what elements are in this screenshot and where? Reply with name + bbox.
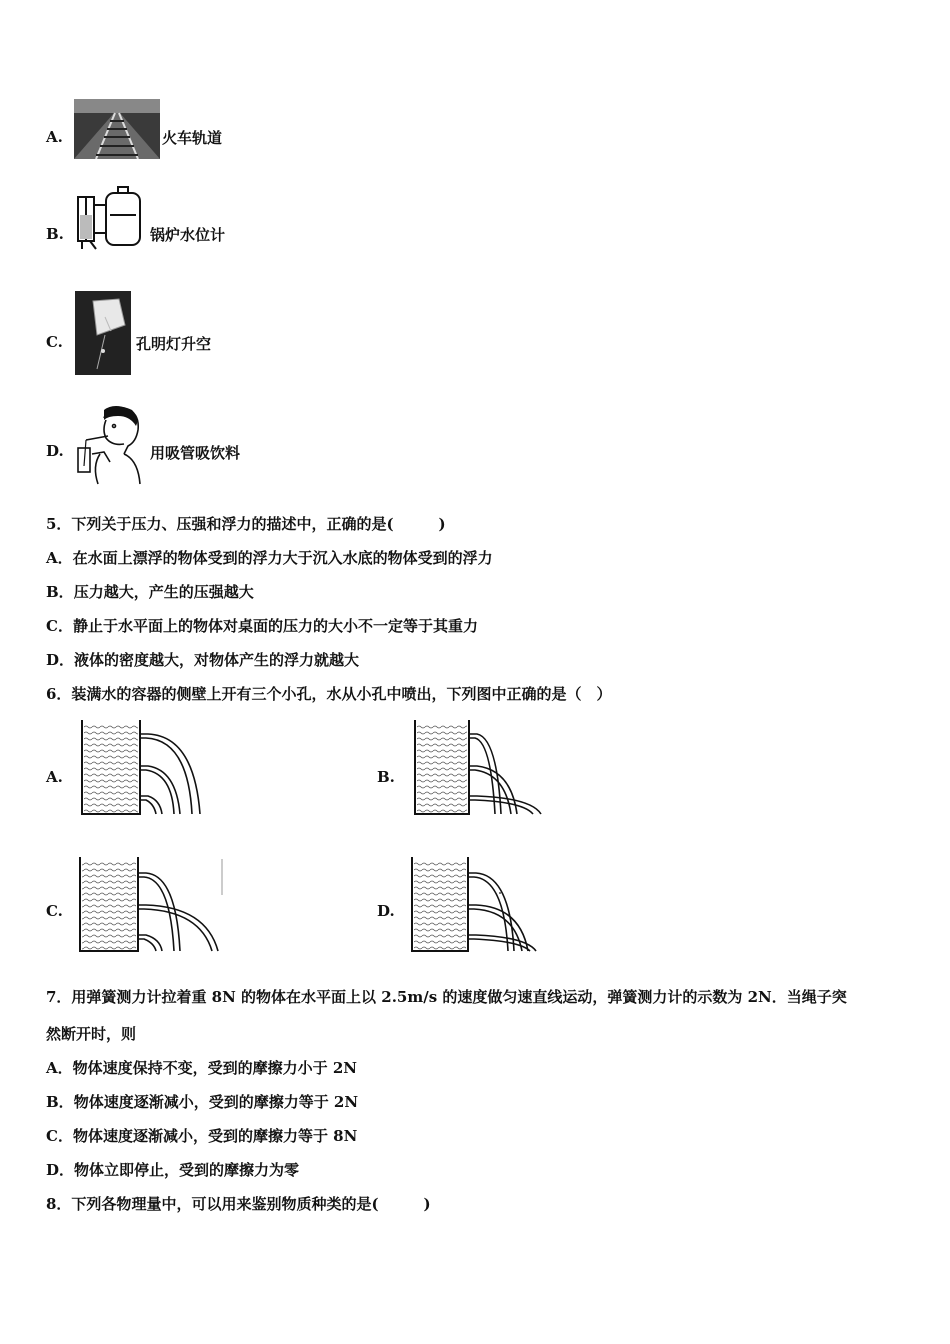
q5-option-c bbox=[46, 615, 478, 636]
option-text: 在水面上漂浮的物体受到的浮力大于沉入水底的物体受到的浮力 bbox=[72, 549, 493, 567]
q6-figure-c-letter: C. bbox=[46, 902, 63, 920]
q4-option-d-caption: 用吸管吸饮料 bbox=[150, 444, 241, 462]
q5-stem: 5．下列关于压力、压强和浮力的描述中，正确的是( ) bbox=[46, 515, 446, 533]
boiler-water-gauge-image bbox=[72, 185, 144, 251]
q7-stem-line1: 7．用弹簧测力计拉着重 8N 的物体在水平面上以 2.5m/s 的速度做匀速直线运动，弹簧测力计的示数为 2N．当绳子突 bbox=[46, 988, 847, 1006]
q4-option-a-letter: A. bbox=[46, 128, 63, 146]
option-text: 物体速度保持不变，受到的摩擦力小于 2N bbox=[72, 1059, 358, 1077]
option-letter: D． bbox=[46, 1161, 75, 1179]
q4-option-b-letter: B. bbox=[46, 225, 64, 243]
container-jets-d bbox=[406, 855, 546, 955]
option-text: 物体速度逐渐减小，受到的摩擦力等于 2N bbox=[73, 1093, 359, 1111]
container-jets-b bbox=[409, 718, 549, 818]
q6-figure-b-letter: B. bbox=[377, 768, 395, 786]
q6-figure-a-letter: A. bbox=[46, 768, 63, 786]
q7-stem-line2: 然断开时，则 bbox=[46, 1025, 137, 1043]
drinking-straw-image bbox=[74, 404, 144, 488]
railway-track-image bbox=[74, 99, 160, 159]
option-letter: C． bbox=[46, 617, 73, 635]
q4-option-d-letter: D. bbox=[46, 442, 64, 460]
q4-option-a-caption: 火车轨道 bbox=[162, 129, 223, 147]
q4-option-c-letter: C. bbox=[46, 333, 63, 351]
sky-lantern-image bbox=[75, 291, 131, 375]
option-text: 液体的密度越大，对物体产生的浮力就越大 bbox=[74, 651, 360, 669]
q7-option-d bbox=[46, 1159, 299, 1180]
q7-option-b bbox=[46, 1091, 358, 1112]
q7-option-c bbox=[46, 1125, 357, 1146]
q7-option-a bbox=[46, 1057, 357, 1078]
container-jets-c bbox=[76, 855, 226, 955]
q5-option-b bbox=[46, 581, 254, 602]
q6-figure-d-letter: D. bbox=[377, 902, 395, 920]
option-letter: B． bbox=[46, 583, 74, 601]
q4-option-b-caption: 锅炉水位计 bbox=[150, 226, 226, 244]
q5-option-a bbox=[46, 547, 493, 568]
option-text: 物体立即停止，受到的摩擦力为零 bbox=[74, 1161, 300, 1179]
option-letter: D． bbox=[46, 651, 75, 669]
q8-stem: 8．下列各物理量中，可以用来鉴别物质种类的是( ) bbox=[46, 1195, 431, 1213]
q4-option-c-caption: 孔明灯升空 bbox=[136, 335, 212, 353]
container-jets-a bbox=[76, 718, 206, 818]
option-letter: C． bbox=[46, 1127, 73, 1145]
q6-stem: 6．装满水的容器的侧壁上开有三个小孔，水从小孔中喷出，下列图中正确的是（ ） bbox=[46, 685, 612, 703]
option-letter: A． bbox=[46, 549, 73, 567]
option-letter: A． bbox=[46, 1059, 73, 1077]
option-letter: B． bbox=[46, 1093, 74, 1111]
option-text: 物体速度逐渐减小，受到的摩擦力等于 8N bbox=[72, 1127, 358, 1145]
option-text: 压力越大，产生的压强越大 bbox=[73, 583, 254, 601]
q5-option-d bbox=[46, 649, 359, 670]
option-text: 静止于水平面上的物体对桌面的压力的大小不一定等于其重力 bbox=[72, 617, 478, 635]
